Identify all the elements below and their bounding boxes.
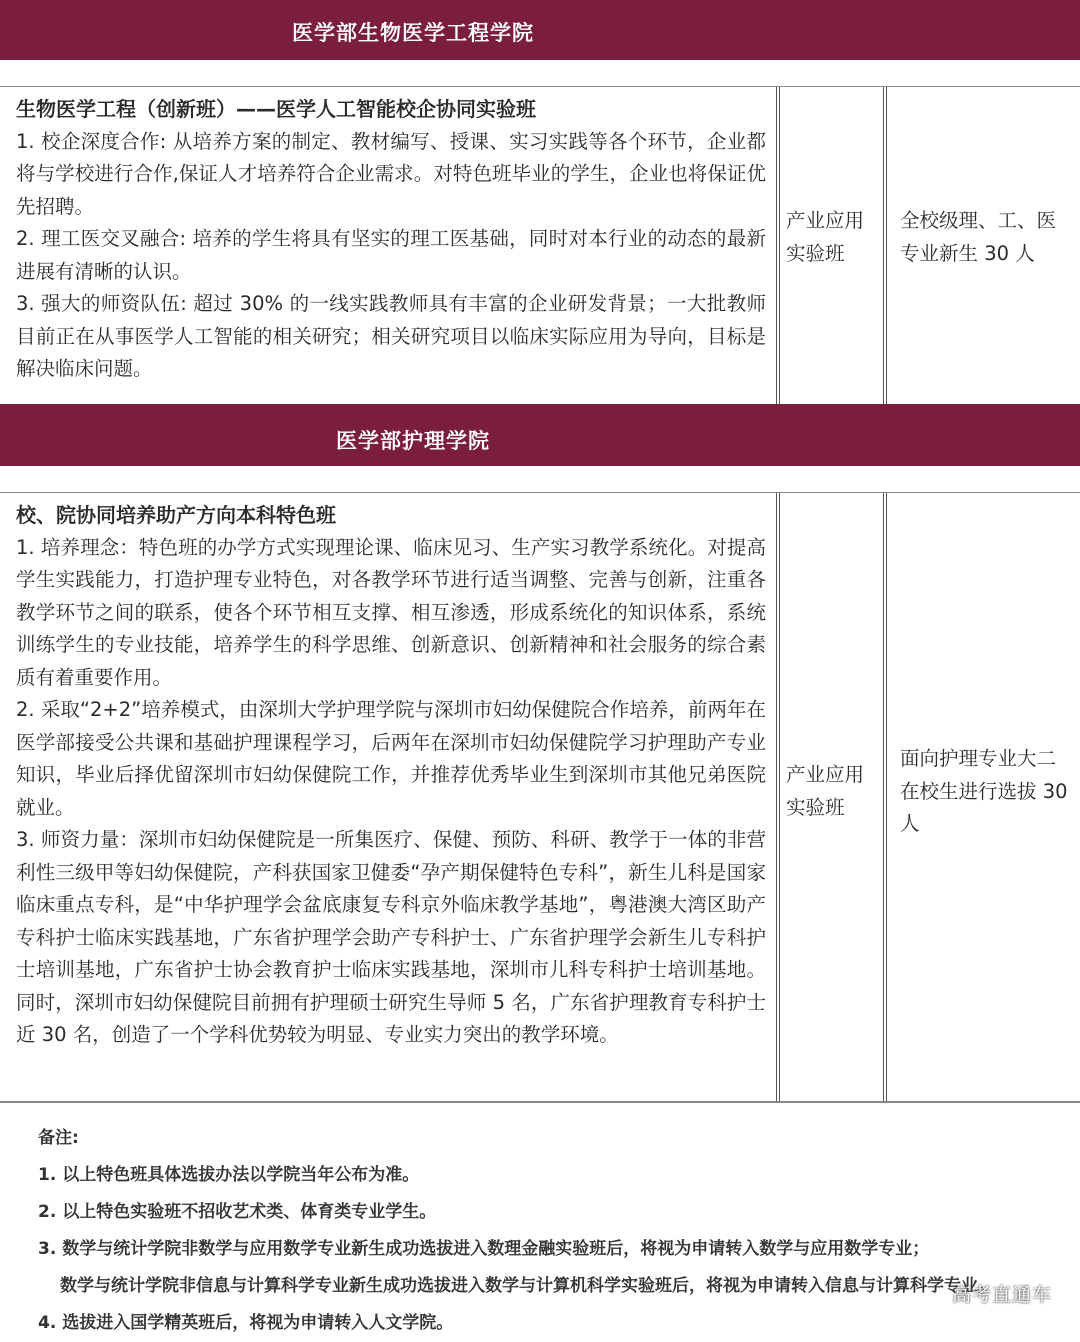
note-item: 4. 选拔进入国学精英班后，将视为申请转入人文学院。 <box>38 1313 454 1333</box>
watermark: 高考直通车 <box>951 1284 1052 1306</box>
table-row <box>0 492 1080 1102</box>
notes-section <box>38 1120 1048 1342</box>
program-point: 3. 师资力量：深圳市妇幼保健院是一所集医疗、保健、预防、科研、教学于一体的非营利性三级甲等妇幼保健院，产科获国家卫健委“孕产期保健特色专科”，新生儿科是国家临床重点专科，是“中华护理学会盆底康复专科京外临床教学基地”，粤港澳大湾区助产专科护士临床实践基地，广东省护理学会助产专科护士、广东省护理学会新生儿专科护士培训基地，广东省护士协会教育护士临床实践基地，深圳市儿科专科护士培训基地。同时，深圳市妇幼保健院目前拥有护理硕士研究生导师 5 名，广东省护理教育专科护士近 30 名，创造了一个学科优势较为明显、专业实力突出的教学环境。 <box>16 828 766 1046</box>
program-type: 产业应用实验班 <box>786 763 865 819</box>
program-description <box>16 499 766 1052</box>
program-point: 2. 采取“2+2”培养模式，由深圳大学护理学院与深圳市妇幼保健院合作培养，前两年在医学部接受公共课和基础护理课程学习，后两年在深圳市妇幼保健院学习护理助产专业知识，毕业后择优留深圳市妇幼保健院工作，并推荐优秀毕业生到深圳市其他兄弟医院就业。 <box>16 698 766 819</box>
note-item: 2. 以上特色实验班不招收艺术类、体育类专业学生。 <box>38 1202 437 1222</box>
program-point: 1. 培养理念：特色班的办学方式实现理论课、临床见习、生产实习教学系统化。对提高学生实践能力，打造护理专业特色，对各教学环节进行适当调整、完善与创新，注重各教学环节之间的联系，使各个环节相互支撑、相互渗透，形成系统化的知识体系，系统训练学生的专业技能，培养学生的科学思维、创新意识、创新精神和社会服务的综合素质有着重要作用。 <box>16 535 766 689</box>
table-row <box>0 86 1080 404</box>
column-divider <box>776 493 777 1102</box>
program-point: 1. 校企深度合作: 从培养方案的制定、教材编写、授课、实习实践等各个环节，企业都将与学校进行合作,保证人才培养符合企业需求。对特色班毕业的学生，企业也将保证优先招聘。 <box>16 129 766 218</box>
program-type: 产业应用实验班 <box>786 209 865 265</box>
section-header-nursing <box>0 404 1080 466</box>
notes-title: 备注: <box>38 1128 79 1148</box>
note-item: 3. 数学与统计学院非数学与应用数学专业新生成功选拔进入数理金融实验班后，将视为申请转入数学与应用数学专业； <box>38 1239 930 1259</box>
program-title: 校、院协同培养助产方向本科特色班 <box>16 503 336 527</box>
column-divider <box>886 493 887 1102</box>
column-divider <box>779 493 780 1102</box>
column-divider <box>883 493 884 1102</box>
column-divider <box>779 87 780 404</box>
section-title: 医学部护理学院 <box>336 429 490 453</box>
column-divider <box>776 87 777 404</box>
note-item: 数学与统计学院非信息与计算科学专业新生成功选拔进入数学与计算机科学实验班后，将视为申请转入信息与计算科学专业。 <box>60 1276 995 1296</box>
section-header-biomedical-engineering <box>0 0 1080 60</box>
table-bottom-border <box>0 1101 1080 1103</box>
program-point: 3. 强大的师资队伍: 超过 30% 的一线实践教师具有丰富的企业研发背景；一大批教师目前正在从事医学人工智能的相关研究；相关研究项目以临床实际应用为导向，目标是解决临床问题。 <box>16 292 766 380</box>
section-title: 医学部生物医学工程学院 <box>292 21 534 45</box>
program-quota: 面向护理专业大二在校生进行选拔 30 人 <box>900 747 1068 835</box>
column-divider <box>883 87 884 404</box>
program-title: 生物医学工程（创新班）——医学人工智能校企协同实验班 <box>16 97 536 121</box>
program-point: 2. 理工医交叉融合: 培养的学生将具有坚实的理工医基础，同时对本行业的动态的最新进展有清晰的认识。 <box>16 227 766 283</box>
program-quota: 全校级理、工、医专业新生 30 人 <box>900 209 1057 265</box>
note-item: 1. 以上特色班具体选拔办法以学院当年公布为准。 <box>38 1165 420 1185</box>
column-divider <box>886 87 887 404</box>
program-description <box>16 93 766 386</box>
